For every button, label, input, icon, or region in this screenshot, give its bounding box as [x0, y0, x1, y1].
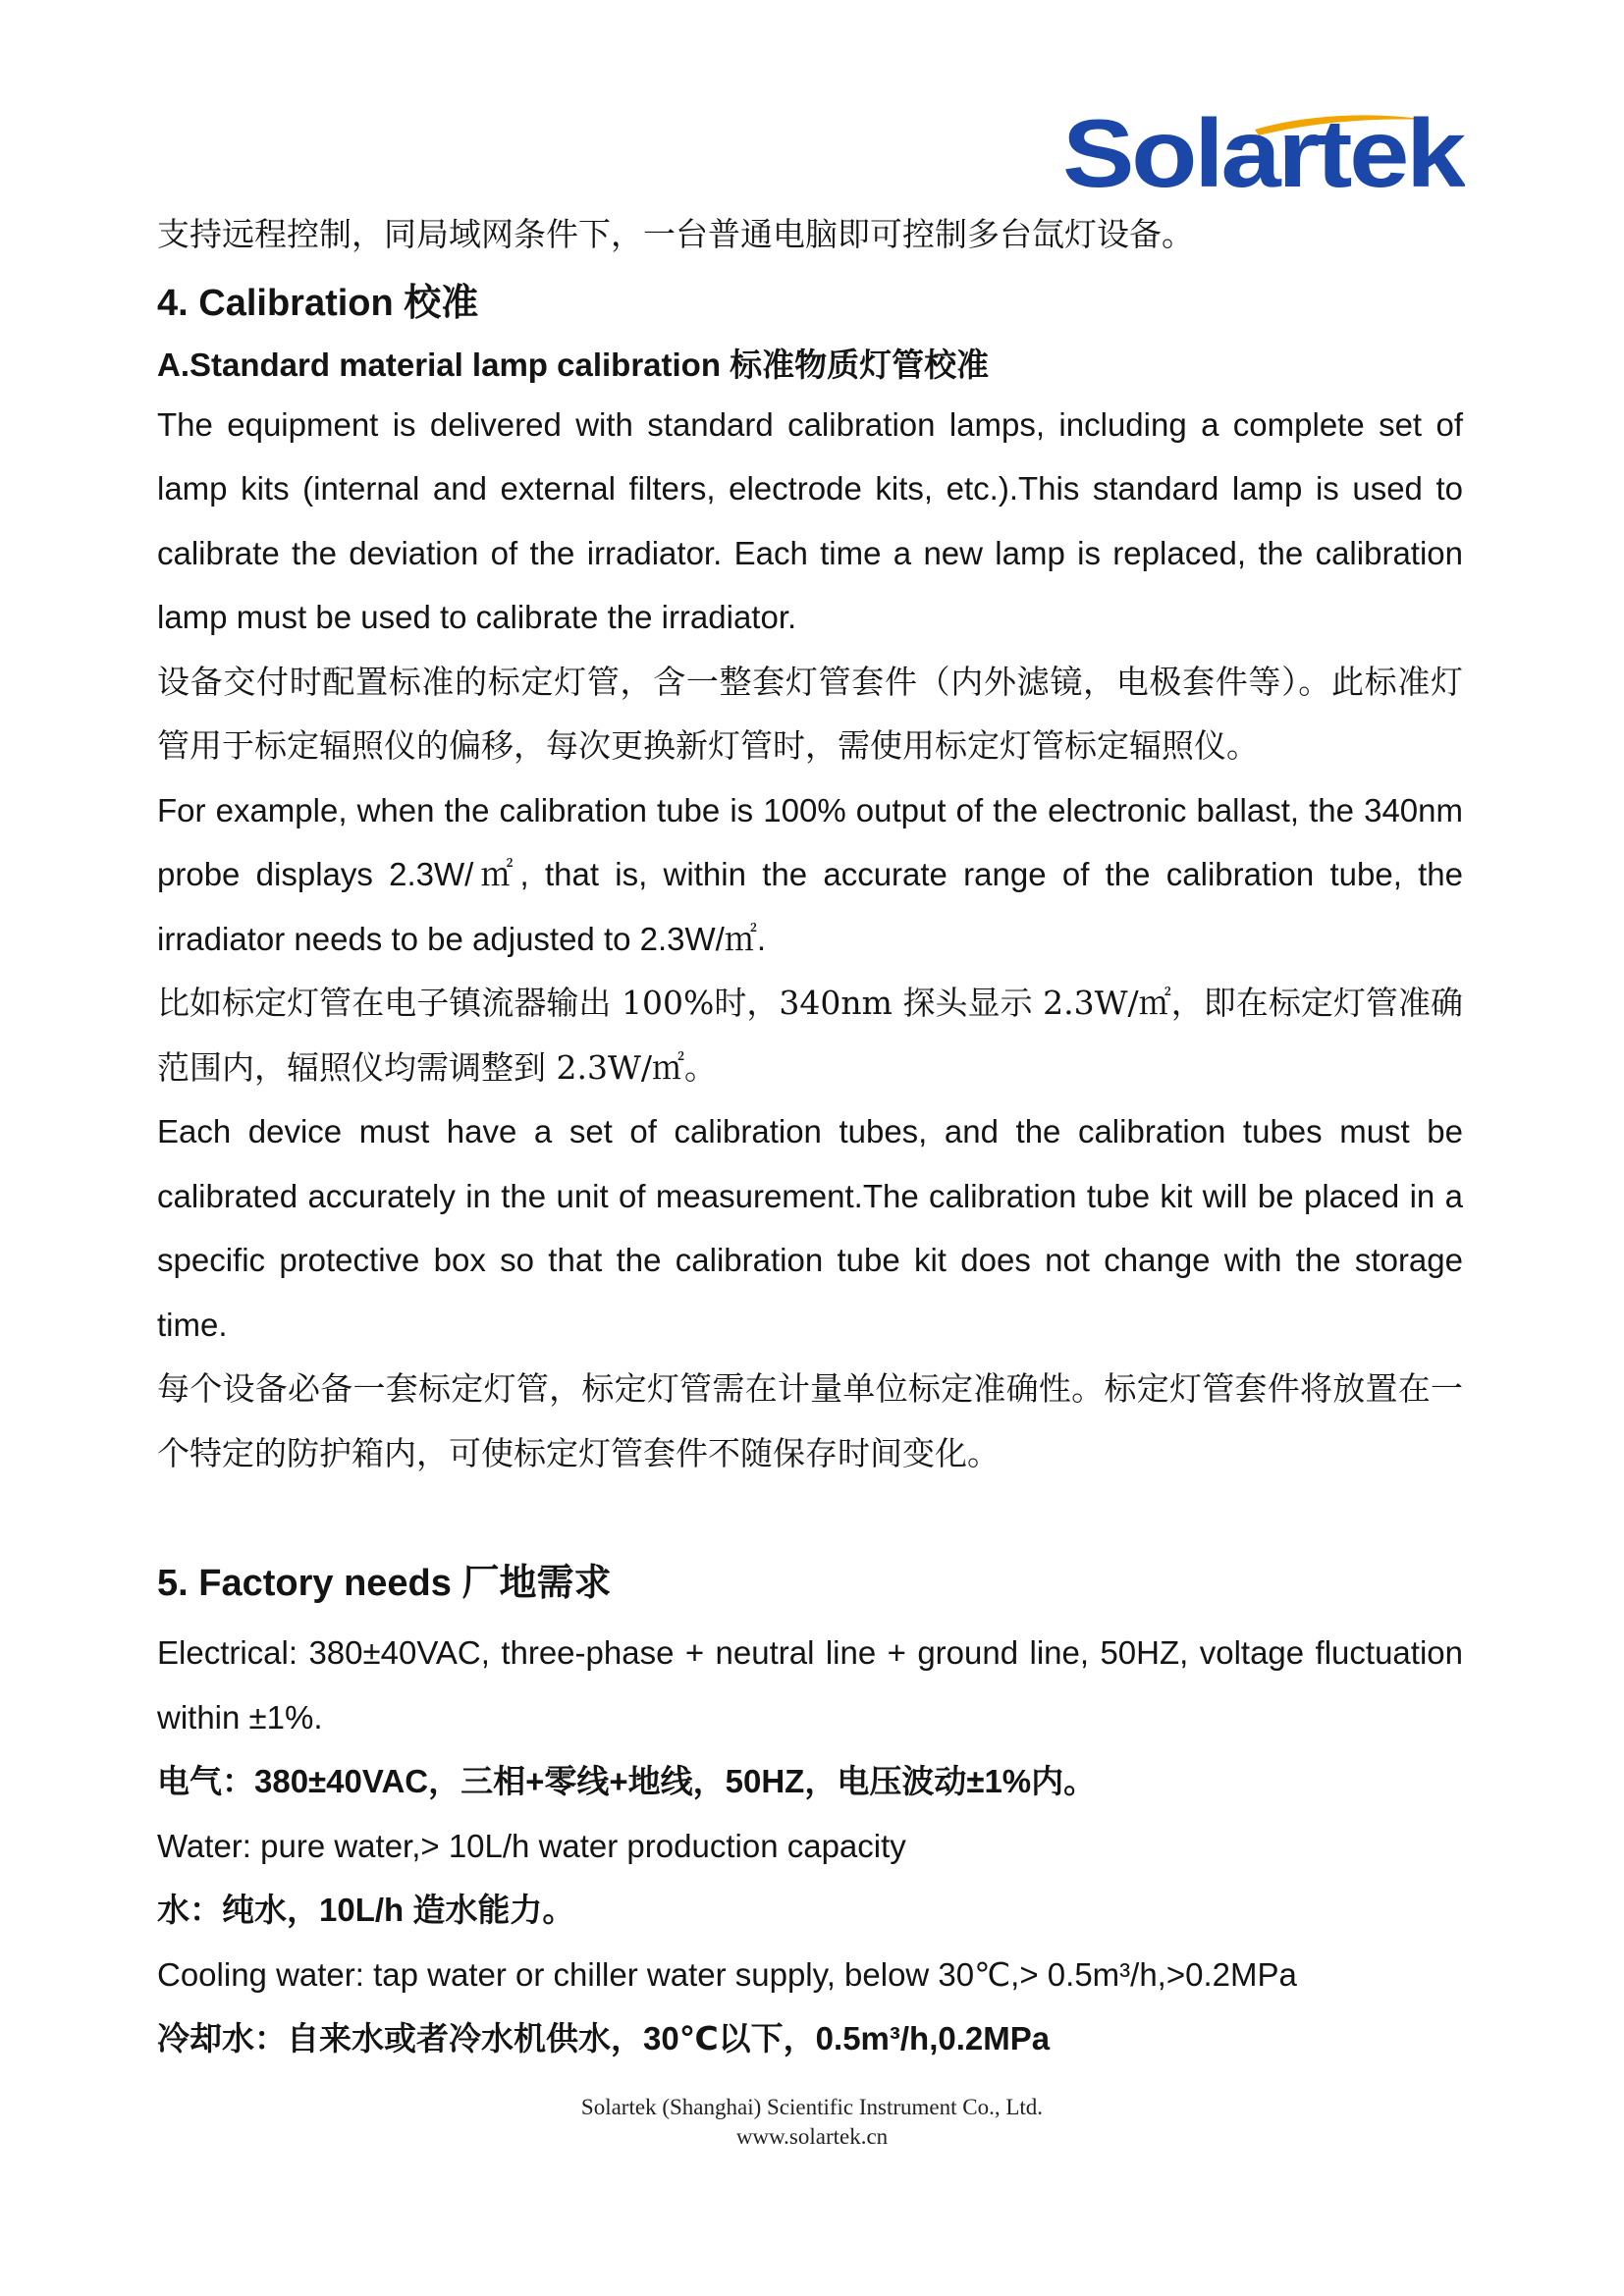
cooling-water-requirement-en: Cooling water: tap water or chiller water supply, below 30℃,> 0.5m³/h,>0.2MPa	[157, 1955, 1297, 1993]
electrical-requirement-en: Electrical: 380±40VAC, three-phase + neutral line + ground line, 50HZ, voltage fluctuation within ±1%.	[157, 1634, 1463, 1735]
intro-paragraph-zh: 支持远程控制，同局域网条件下，一台普通电脑即可控制多台氙灯设备。	[157, 215, 1194, 253]
calibration-paragraph-2-en: For example, when the calibration tube is 100% output of the electronic ballast, the 340nm probe displays 2.3W/㎡, that is, within the accurate range of the calibration tube, the irradiator needs to be adjusted to 2.3W/㎡.	[157, 791, 1463, 957]
calibration-paragraph-1-en: The equipment is delivered with standard calibration lamps, including a complete set of lamp kits (internal and external filters, electrode kits, etc.).This standard lamp is used to calibrate the deviation of the irradiator. Each time a new lamp is replaced, the calibration lamp must be used to calibrate the irradiator.	[157, 405, 1463, 635]
footer-website-url: www.solartek.cn	[735, 2124, 889, 2149]
solartek-logo	[1062, 106, 1465, 200]
logo-wordmark: Solartek	[1062, 106, 1465, 200]
cooling-water-requirement-zh: 冷却水：自来水或者冷水机供水，30℃以下，0.5m³/h,0.2MPa	[157, 2020, 1051, 2056]
water-requirement-zh: 水：纯水，10L/h 造水能力。	[157, 1892, 575, 1928]
calibration-paragraph-1-zh: 设备交付时配置标准的标定灯管，含一整套灯管套件（内外滤镜，电极套件等）。此标准灯管用于标定辐照仪的偏移，每次更换新灯管时，需使用标定灯管标定辐照仪。	[157, 662, 1463, 765]
logo-graphic	[1062, 106, 1465, 200]
calibration-subheading: A.Standard material lamp calibration 标准物质灯管校准	[157, 346, 990, 383]
footer-company-name: Solartek (Shanghai) Scientific Instrument Co., Ltd.	[580, 2095, 1044, 2119]
calibration-paragraph-3-en: Each device must have a set of calibration tubes, and the calibration tubes must be calibrated accurately in the unit of measurement.The calibration tube kit will be placed in a specific protective box so that the calibration tube kit does not change with the storage time.	[157, 1113, 1463, 1343]
calibration-paragraph-3-zh: 每个设备必备一套标定灯管，标定灯管需在计量单位标定准确性。标定灯管套件将放置在一个特定的防护箱内，可使标定灯管套件不随保存时间变化。	[157, 1369, 1463, 1472]
calibration-paragraph-2-zh: 比如标定灯管在电子镇流器输出 100%时，340nm 探头显示 2.3W/㎡，即在标定灯管准确范围内，辐照仪均需调整到 2.3W/㎡。	[157, 984, 1463, 1087]
water-requirement-en: Water: pure water,> 10L/h water production capacity	[157, 1827, 906, 1864]
calibration-heading: 4. Calibration 校准	[157, 282, 479, 324]
electrical-requirement-zh: 电气：380±40VAC，三相+零线+地线，50HZ，电压波动±1%内。	[157, 1763, 1097, 1799]
document-body	[157, 202, 1463, 2071]
factory-needs-heading: 5. Factory needs 厂地需求	[157, 1563, 612, 1604]
